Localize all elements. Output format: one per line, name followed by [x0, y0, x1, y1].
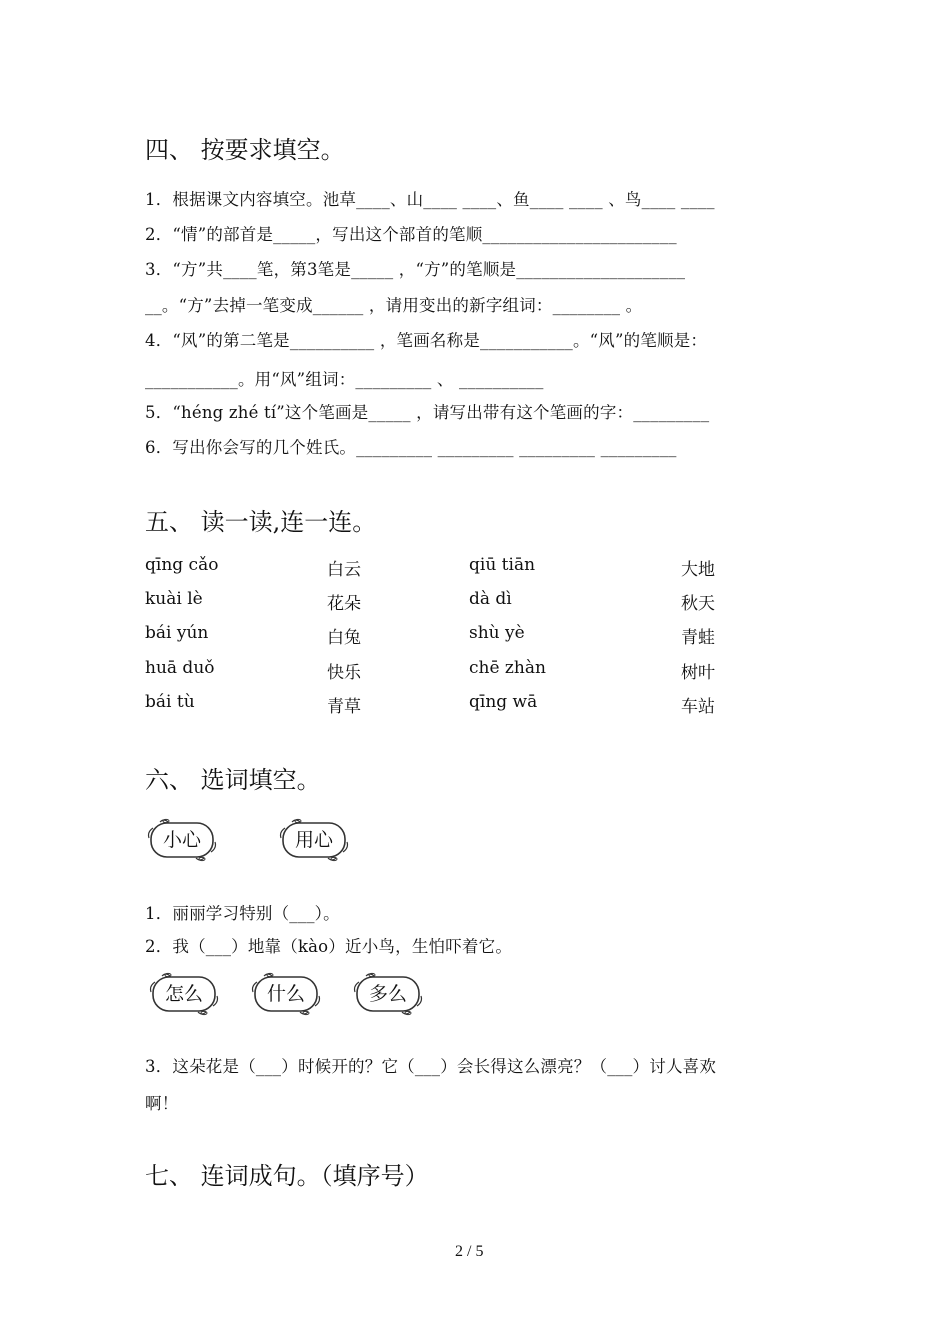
section-7-heading: 七、 连词成句。（填序号）: [145, 1162, 429, 1190]
word-tag: [352, 972, 424, 1016]
word-tag-label: 怎么: [164, 983, 203, 1005]
match-pinyin-right: qiū tiān: [469, 555, 536, 575]
match-word-right: 青蛙: [681, 628, 715, 648]
match-word-right: 树叶: [681, 663, 715, 683]
match-pinyin-right: dà dì: [469, 589, 512, 609]
section-6-heading: 六、 选词填空。: [145, 766, 321, 794]
page-number: 2 / 5: [455, 1243, 484, 1260]
section-4-line-6: ___________。用“风”组词：_________ 、 __________: [145, 370, 544, 389]
match-word-right: 车站: [681, 697, 715, 717]
section-4-line-7: 5．“héng zhé tí”这个笔画是_____ ，请写出带有这个笔画的字：_________: [145, 403, 710, 422]
match-pinyin-right: shù yè: [469, 623, 525, 643]
match-word-left: 白云: [327, 560, 361, 580]
match-word-left: 快乐: [327, 663, 361, 683]
word-tag-label: 小心: [162, 829, 201, 851]
word-tag-label: 多么: [368, 983, 407, 1005]
word-tag: [146, 818, 218, 862]
section-6-line-3: 3．这朵花是（___）时候开的？它（___）会长得这么漂亮？（___）讨人喜欢: [145, 1057, 717, 1076]
match-word-left: 青草: [327, 697, 361, 717]
section-4-line-3: 3．“方”共____笔，第3笔是_____ ，“方”的笔顺是____________________: [145, 260, 686, 279]
match-pinyin-left: huā duǒ: [145, 658, 215, 678]
match-pinyin-right: chē zhàn: [469, 658, 546, 678]
section-6-line-1: 1．丽丽学习特别（___）。: [145, 904, 340, 923]
match-word-left: 花朵: [327, 594, 361, 614]
match-pinyin-right: qīng wā: [469, 692, 538, 712]
section-4-line-1: 1．根据课文内容填空。池草____、山____ ____、鱼____ ____ 、鸟____ ____: [145, 190, 715, 209]
match-word-left: 白兔: [327, 628, 361, 648]
section-6-line-4: 啊！: [145, 1094, 179, 1113]
section-4-line-8: 6．写出你会写的几个姓氏。_________ _________ _________ _________: [145, 438, 677, 457]
match-pinyin-left: bái tù: [145, 692, 195, 712]
section-4-line-4: __。“方”去掉一笔变成______ ，请用变出的新字组词：________ 。: [145, 296, 643, 315]
word-tag: [278, 818, 350, 862]
match-word-right: 秋天: [681, 594, 715, 614]
word-tag-label: 什么: [266, 983, 305, 1005]
match-pinyin-left: bái yún: [145, 623, 209, 643]
word-tag-label: 用心: [294, 829, 333, 851]
word-tag: [148, 972, 220, 1016]
word-tag: [250, 972, 322, 1016]
match-pinyin-left: qīng cǎo: [145, 555, 219, 575]
section-4-heading: 四、 按要求填空。: [145, 136, 345, 164]
match-pinyin-left: kuài lè: [145, 589, 203, 609]
section-6-line-2: 2．我（___）地靠（kào）近小鸟，生怕吓着它。: [145, 937, 513, 956]
section-5-heading: 五、 读一读,连一连。: [145, 508, 377, 536]
section-4-line-5: 4．“风”的第二笔是__________ ，笔画名称是___________。“风”的笔顺是：: [145, 331, 708, 350]
match-word-right: 大地: [681, 560, 715, 580]
section-4-line-2: 2．“情”的部首是_____，写出这个部首的笔顺_______________________: [145, 225, 677, 244]
